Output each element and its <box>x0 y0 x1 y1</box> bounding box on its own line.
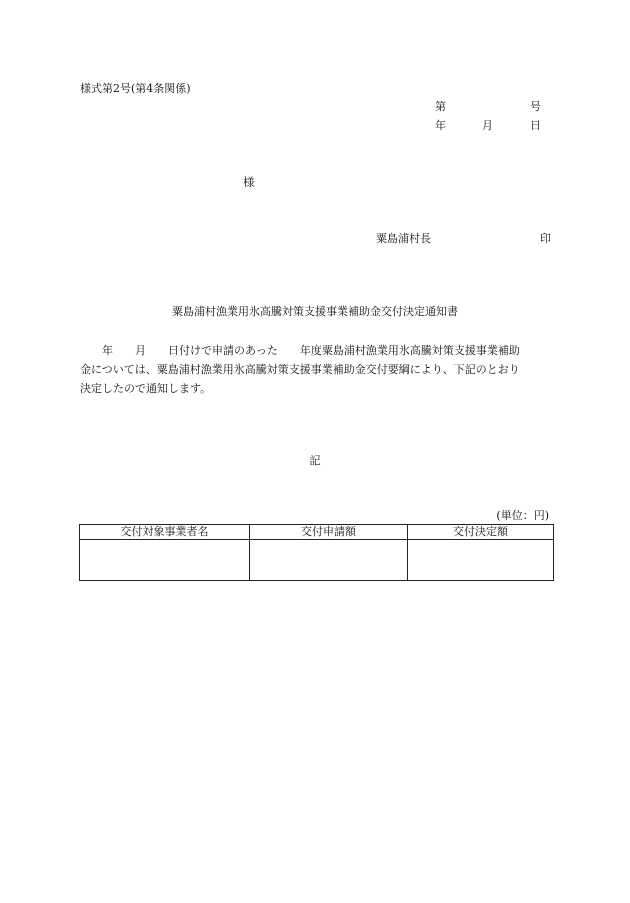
notice-body-text: 年 月 日付けで申請のあった 年度粟島浦村漁業用氷高騰対策支援事業補助 金については、粟島浦村漁業用氷高騰対策支援事業補助金交付要綱により、下記のとおり 決定したので通知します。 <box>80 344 520 395</box>
cell-recipient <box>80 540 250 581</box>
seal-mark: 印 <box>540 232 551 245</box>
column-header-recipient: 交付対象事業者名 <box>80 525 250 540</box>
cell-applied-amount <box>250 540 408 581</box>
date-year-label: 年 <box>435 119 446 132</box>
table-header-row <box>80 525 554 540</box>
cell-approved-amount <box>408 540 554 581</box>
form-number: 様式第2号(第4条関係) <box>80 82 191 95</box>
grant-table <box>79 524 554 581</box>
column-header-applied-amount: 交付申請額 <box>250 525 408 540</box>
addressee-honorific: 様 <box>243 175 255 189</box>
date-day-label: 日 <box>530 119 541 132</box>
document-number-suffix: 号 <box>530 100 541 113</box>
ki-heading: 記 <box>309 454 321 467</box>
document-number-prefix: 第 <box>435 100 446 113</box>
table-row <box>80 540 554 581</box>
date-month-label: 月 <box>482 119 493 132</box>
unit-note: (単位：円) <box>496 509 549 522</box>
column-header-approved-amount: 交付決定額 <box>408 525 554 540</box>
issuer-name: 粟島浦村長 <box>376 232 431 245</box>
document-title: 粟島浦村漁業用氷高騰対策支援事業補助金交付決定通知書 <box>172 305 458 318</box>
